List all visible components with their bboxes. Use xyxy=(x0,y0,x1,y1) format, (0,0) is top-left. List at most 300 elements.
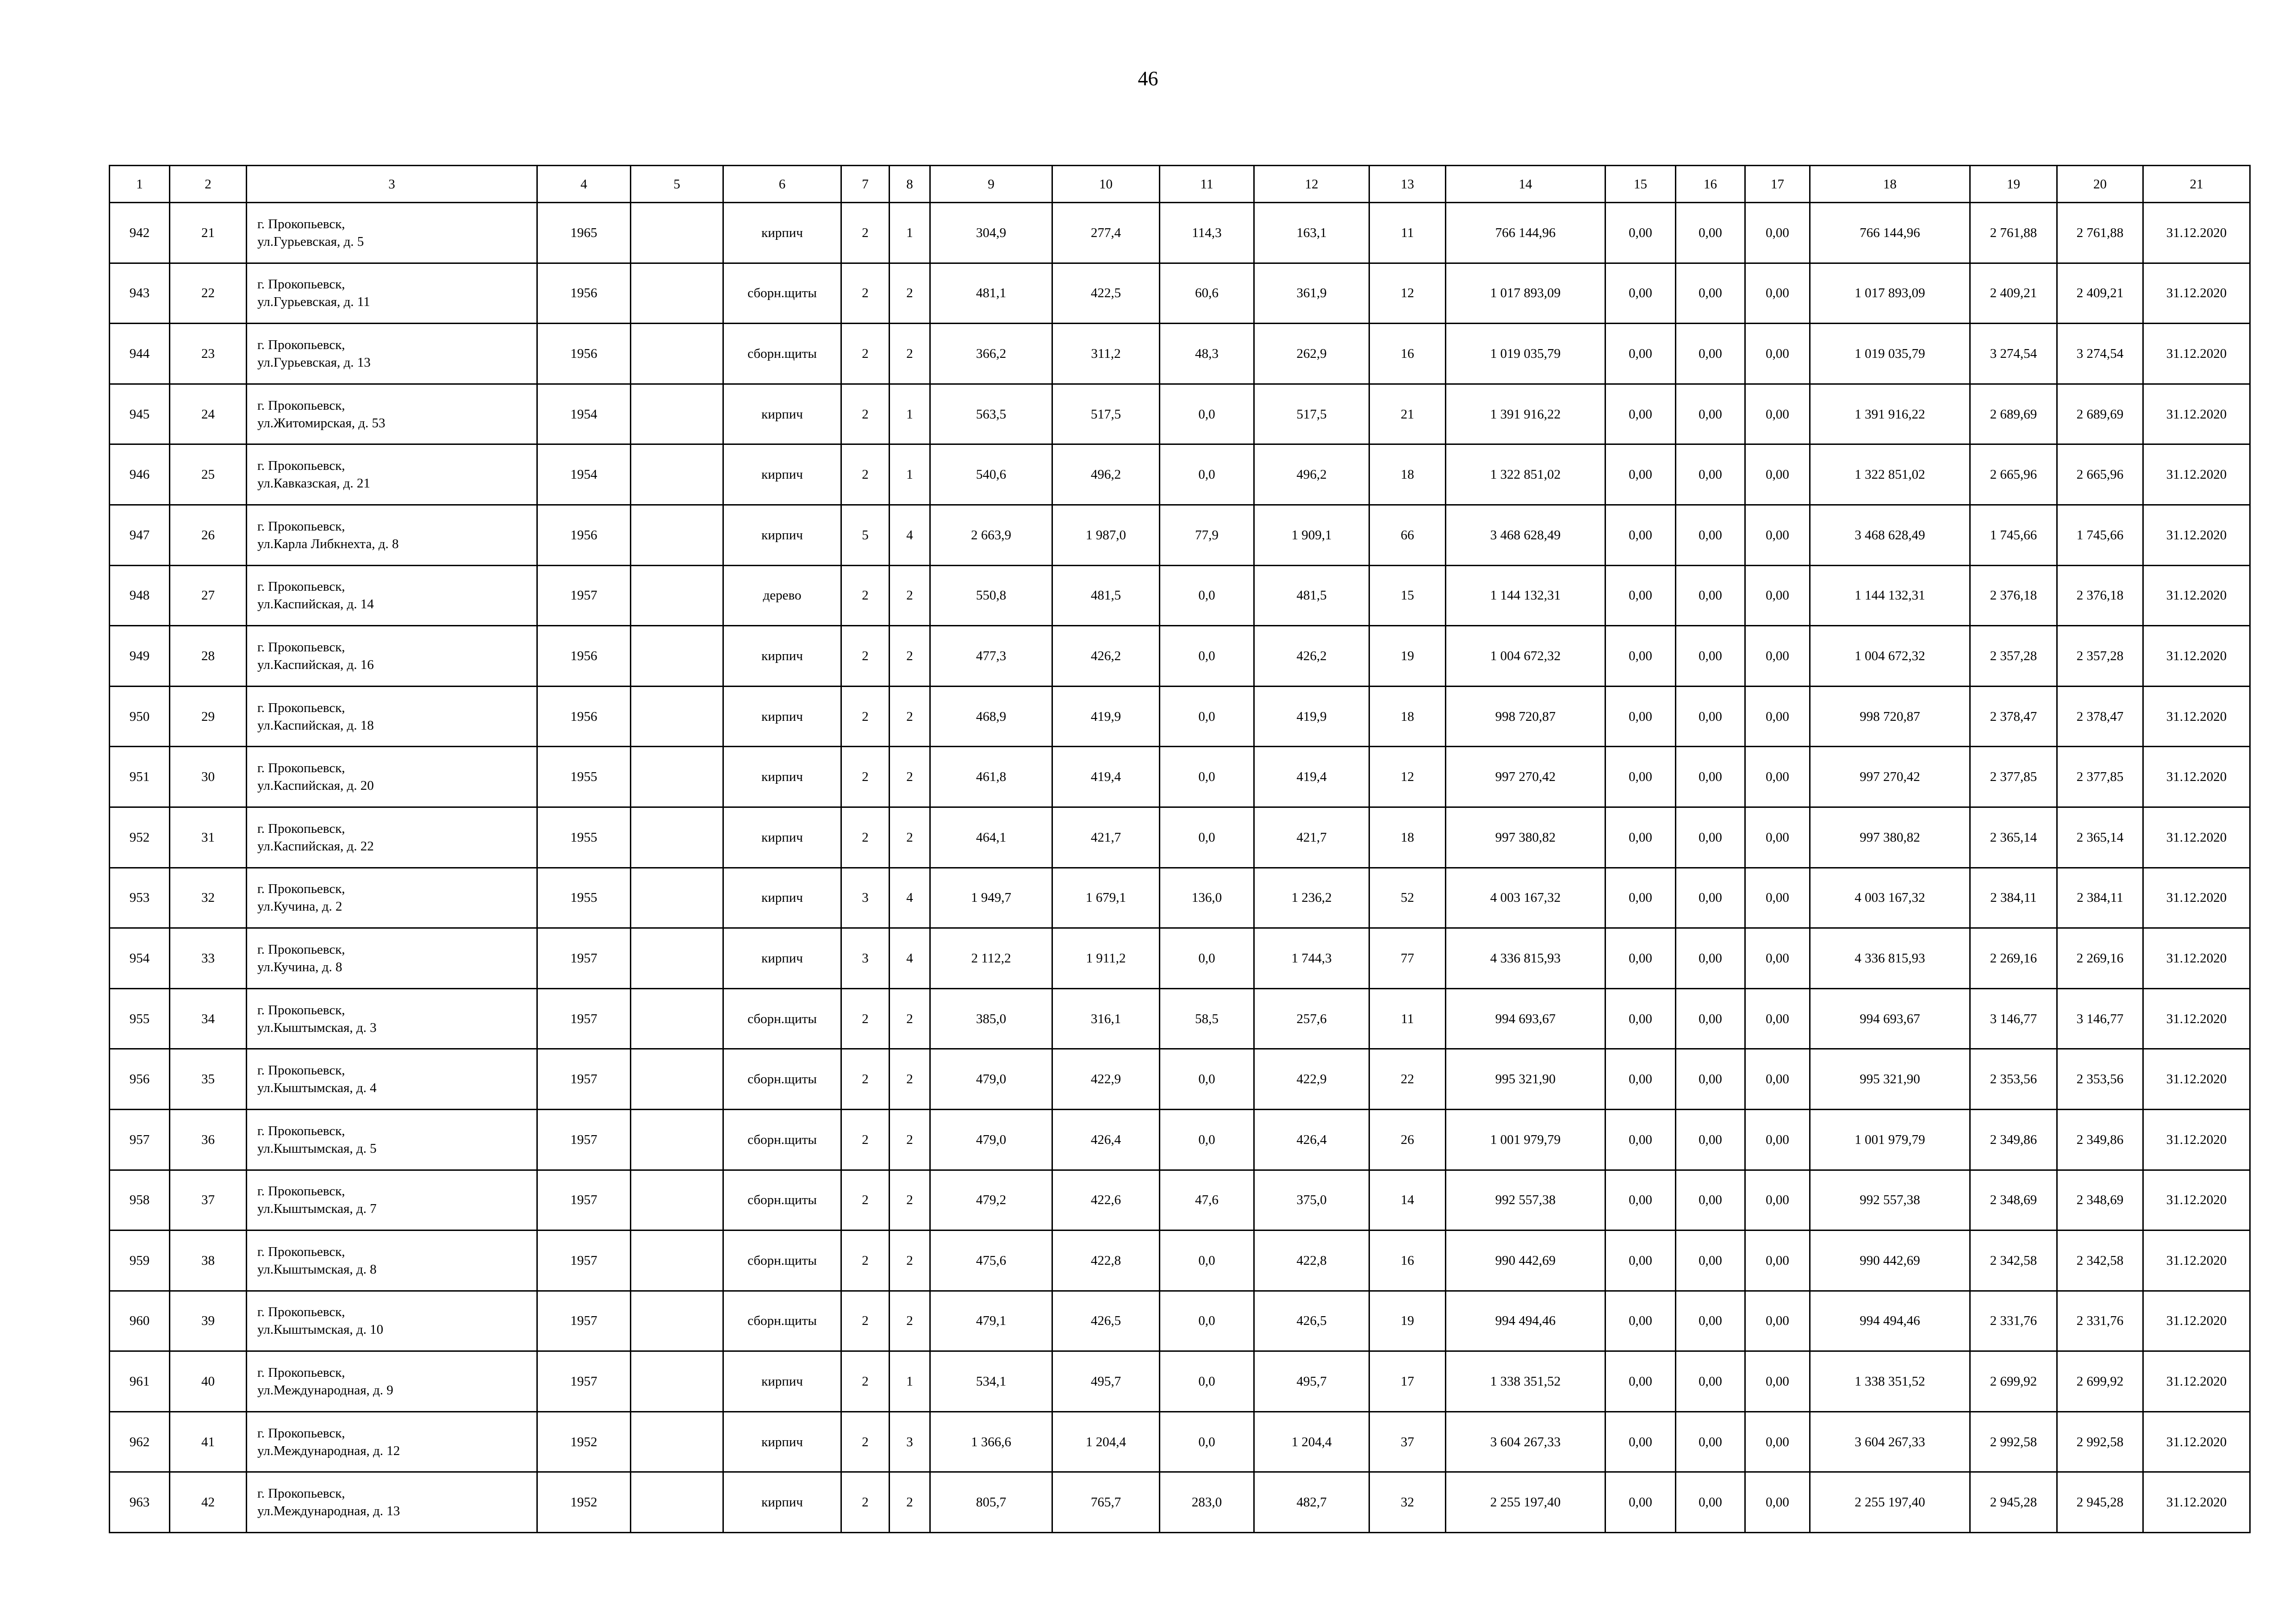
page-number: 46 xyxy=(1138,67,1158,90)
cell-col-17: 0,00 xyxy=(1745,1291,1810,1351)
address-cell xyxy=(247,807,537,868)
cell-col-1: 942 xyxy=(110,203,170,263)
cell-col-1: 953 xyxy=(110,868,170,928)
cell-col-15: 0,00 xyxy=(1605,324,1676,384)
cell-col-15: 0,00 xyxy=(1605,928,1676,989)
cell-col-21: 31.12.2020 xyxy=(2143,1230,2250,1291)
cell-col-5 xyxy=(631,1170,723,1230)
cell-col-19: 2 699,92 xyxy=(1970,1351,2057,1412)
cell-col-15: 0,00 xyxy=(1605,988,1676,1049)
cell-col-17: 0,00 xyxy=(1745,686,1810,747)
cell-col-14: 994 494,46 xyxy=(1446,1291,1605,1351)
cell-col-6: дерево xyxy=(723,565,841,626)
cell-col-11: 0,0 xyxy=(1160,1351,1254,1412)
cell-col-16: 0,00 xyxy=(1676,565,1745,626)
cell-col-13: 11 xyxy=(1369,988,1446,1049)
cell-col-6: сборн.щиты xyxy=(723,1109,841,1170)
table-row xyxy=(110,1412,2250,1472)
cell-col-12: 1 236,2 xyxy=(1254,868,1369,928)
cell-col-12: 496,2 xyxy=(1254,444,1369,505)
cell-col-5 xyxy=(631,565,723,626)
cell-col-17: 0,00 xyxy=(1745,1170,1810,1230)
cell-col-10: 765,7 xyxy=(1052,1472,1160,1533)
cell-col-9: 461,8 xyxy=(930,747,1052,807)
column-number-row xyxy=(110,166,2250,203)
address-city: г. Прокопьевск, xyxy=(257,458,345,474)
cell-col-19: 2 689,69 xyxy=(1970,384,2057,444)
cell-col-1: 950 xyxy=(110,686,170,747)
cell-col-2: 39 xyxy=(170,1291,247,1351)
cell-col-4: 1956 xyxy=(537,263,631,324)
cell-col-1: 958 xyxy=(110,1170,170,1230)
cell-col-18: 2 255 197,40 xyxy=(1810,1472,1970,1533)
cell-col-16: 0,00 xyxy=(1676,1230,1745,1291)
cell-col-2: 24 xyxy=(170,384,247,444)
cell-col-19: 2 349,86 xyxy=(1970,1109,2057,1170)
address-street: ул.Гурьевская, д. 13 xyxy=(257,355,371,370)
address-city: г. Прокопьевск, xyxy=(257,1063,345,1078)
cell-col-18: 3 604 267,33 xyxy=(1810,1412,1970,1472)
table-row xyxy=(110,928,2250,989)
cell-col-11: 58,5 xyxy=(1160,988,1254,1049)
cell-col-5 xyxy=(631,263,723,324)
cell-col-12: 1 204,4 xyxy=(1254,1412,1369,1472)
cell-col-10: 422,8 xyxy=(1052,1230,1160,1291)
address-street: ул.Каспийская, д. 22 xyxy=(257,838,374,854)
cell-col-9: 2 663,9 xyxy=(930,505,1052,565)
table-body xyxy=(110,203,2250,1533)
cell-col-2: 36 xyxy=(170,1109,247,1170)
cell-col-12: 257,6 xyxy=(1254,988,1369,1049)
cell-col-21: 31.12.2020 xyxy=(2143,1170,2250,1230)
cell-col-16: 0,00 xyxy=(1676,1049,1745,1110)
address-cell xyxy=(247,1109,537,1170)
address-street: ул.Каспийская, д. 20 xyxy=(257,778,374,793)
cell-col-14: 1 144 132,31 xyxy=(1446,565,1605,626)
cell-col-5 xyxy=(631,747,723,807)
cell-col-13: 17 xyxy=(1369,1351,1446,1412)
cell-col-4: 1954 xyxy=(537,444,631,505)
cell-col-12: 422,9 xyxy=(1254,1049,1369,1110)
cell-col-15: 0,00 xyxy=(1605,1109,1676,1170)
cell-col-17: 0,00 xyxy=(1745,807,1810,868)
cell-col-12: 517,5 xyxy=(1254,384,1369,444)
cell-col-7: 2 xyxy=(841,1049,890,1110)
table-row xyxy=(110,384,2250,444)
cell-col-4: 1957 xyxy=(537,1049,631,1110)
cell-col-7: 3 xyxy=(841,868,890,928)
cell-col-1: 952 xyxy=(110,807,170,868)
cell-col-18: 1 144 132,31 xyxy=(1810,565,1970,626)
cell-col-7: 2 xyxy=(841,1170,890,1230)
cell-col-18: 1 017 893,09 xyxy=(1810,263,1970,324)
cell-col-11: 283,0 xyxy=(1160,1472,1254,1533)
table-row xyxy=(110,1109,2250,1170)
cell-col-17: 0,00 xyxy=(1745,263,1810,324)
cell-col-5 xyxy=(631,1049,723,1110)
cell-col-19: 3 146,77 xyxy=(1970,988,2057,1049)
cell-col-16: 0,00 xyxy=(1676,1170,1745,1230)
address-cell xyxy=(247,565,537,626)
cell-col-1: 957 xyxy=(110,1109,170,1170)
cell-col-14: 997 270,42 xyxy=(1446,747,1605,807)
cell-col-18: 997 270,42 xyxy=(1810,747,1970,807)
address-cell xyxy=(247,928,537,989)
cell-col-5 xyxy=(631,868,723,928)
table-row xyxy=(110,263,2250,324)
cell-col-4: 1956 xyxy=(537,626,631,687)
cell-col-4: 1956 xyxy=(537,505,631,565)
cell-col-21: 31.12.2020 xyxy=(2143,324,2250,384)
cell-col-5 xyxy=(631,384,723,444)
column-number-header: 17 xyxy=(1745,166,1810,203)
table-row xyxy=(110,626,2250,687)
table-row xyxy=(110,203,2250,263)
cell-col-20: 2 269,16 xyxy=(2057,928,2143,989)
cell-col-14: 1 391 916,22 xyxy=(1446,384,1605,444)
cell-col-2: 27 xyxy=(170,565,247,626)
cell-col-8: 2 xyxy=(890,1170,930,1230)
address-cell xyxy=(247,626,537,687)
cell-col-19: 2 378,47 xyxy=(1970,686,2057,747)
cell-col-2: 21 xyxy=(170,203,247,263)
table-row xyxy=(110,324,2250,384)
cell-col-11: 0,0 xyxy=(1160,384,1254,444)
cell-col-7: 2 xyxy=(841,384,890,444)
cell-col-20: 2 665,96 xyxy=(2057,444,2143,505)
cell-col-10: 422,6 xyxy=(1052,1170,1160,1230)
cell-col-19: 2 665,96 xyxy=(1970,444,2057,505)
cell-col-15: 0,00 xyxy=(1605,203,1676,263)
column-number-header: 7 xyxy=(841,166,890,203)
cell-col-4: 1955 xyxy=(537,807,631,868)
table-row xyxy=(110,565,2250,626)
cell-col-7: 2 xyxy=(841,1230,890,1291)
cell-col-1: 946 xyxy=(110,444,170,505)
cell-col-6: сборн.щиты xyxy=(723,1049,841,1110)
cell-col-2: 26 xyxy=(170,505,247,565)
address-street: ул.Кыштымская, д. 4 xyxy=(257,1081,377,1096)
cell-col-11: 47,6 xyxy=(1160,1170,1254,1230)
cell-col-2: 40 xyxy=(170,1351,247,1412)
cell-col-10: 426,5 xyxy=(1052,1291,1160,1351)
cell-col-21: 31.12.2020 xyxy=(2143,1351,2250,1412)
cell-col-13: 15 xyxy=(1369,565,1446,626)
cell-col-5 xyxy=(631,1230,723,1291)
cell-col-10: 277,4 xyxy=(1052,203,1160,263)
address-city: г. Прокопьевск, xyxy=(257,1365,345,1380)
cell-col-18: 995 321,90 xyxy=(1810,1049,1970,1110)
cell-col-7: 2 xyxy=(841,444,890,505)
cell-col-7: 2 xyxy=(841,324,890,384)
cell-col-2: 28 xyxy=(170,626,247,687)
cell-col-19: 2 761,88 xyxy=(1970,203,2057,263)
cell-col-15: 0,00 xyxy=(1605,1412,1676,1472)
column-number-header: 21 xyxy=(2143,166,2250,203)
cell-col-21: 31.12.2020 xyxy=(2143,1472,2250,1533)
cell-col-21: 31.12.2020 xyxy=(2143,1049,2250,1110)
cell-col-18: 994 693,67 xyxy=(1810,988,1970,1049)
cell-col-13: 12 xyxy=(1369,263,1446,324)
cell-col-13: 77 xyxy=(1369,928,1446,989)
address-street: ул.Каспийская, д. 16 xyxy=(257,657,374,672)
cell-col-13: 11 xyxy=(1369,203,1446,263)
cell-col-19: 2 384,11 xyxy=(1970,868,2057,928)
cell-col-20: 2 689,69 xyxy=(2057,384,2143,444)
address-cell xyxy=(247,384,537,444)
cell-col-1: 963 xyxy=(110,1472,170,1533)
cell-col-12: 426,5 xyxy=(1254,1291,1369,1351)
cell-col-17: 0,00 xyxy=(1745,988,1810,1049)
cell-col-19: 2 357,28 xyxy=(1970,626,2057,687)
cell-col-11: 0,0 xyxy=(1160,626,1254,687)
cell-col-15: 0,00 xyxy=(1605,626,1676,687)
cell-col-2: 37 xyxy=(170,1170,247,1230)
cell-col-8: 1 xyxy=(890,384,930,444)
cell-col-11: 136,0 xyxy=(1160,868,1254,928)
cell-col-21: 31.12.2020 xyxy=(2143,1412,2250,1472)
cell-col-9: 468,9 xyxy=(930,686,1052,747)
cell-col-1: 951 xyxy=(110,747,170,807)
cell-col-19: 1 745,66 xyxy=(1970,505,2057,565)
cell-col-5 xyxy=(631,1109,723,1170)
address-city: г. Прокопьевск, xyxy=(257,1002,345,1018)
cell-col-18: 997 380,82 xyxy=(1810,807,1970,868)
cell-col-18: 1 391 916,22 xyxy=(1810,384,1970,444)
cell-col-20: 2 331,76 xyxy=(2057,1291,2143,1351)
cell-col-9: 481,1 xyxy=(930,263,1052,324)
cell-col-5 xyxy=(631,928,723,989)
cell-col-17: 0,00 xyxy=(1745,203,1810,263)
column-number-header: 15 xyxy=(1605,166,1676,203)
cell-col-8: 2 xyxy=(890,988,930,1049)
cell-col-7: 3 xyxy=(841,928,890,989)
cell-col-7: 2 xyxy=(841,807,890,868)
cell-col-17: 0,00 xyxy=(1745,1351,1810,1412)
cell-col-2: 31 xyxy=(170,807,247,868)
cell-col-14: 766 144,96 xyxy=(1446,203,1605,263)
cell-col-19: 2 342,58 xyxy=(1970,1230,2057,1291)
cell-col-5 xyxy=(631,988,723,1049)
cell-col-8: 2 xyxy=(890,263,930,324)
cell-col-13: 21 xyxy=(1369,384,1446,444)
cell-col-17: 0,00 xyxy=(1745,626,1810,687)
cell-col-2: 33 xyxy=(170,928,247,989)
table-row xyxy=(110,988,2250,1049)
cell-col-15: 0,00 xyxy=(1605,868,1676,928)
cell-col-18: 1 004 672,32 xyxy=(1810,626,1970,687)
cell-col-13: 19 xyxy=(1369,626,1446,687)
table-row xyxy=(110,1472,2250,1533)
cell-col-8: 1 xyxy=(890,444,930,505)
cell-col-6: сборн.щиты xyxy=(723,324,841,384)
cell-col-19: 2 945,28 xyxy=(1970,1472,2057,1533)
address-city: г. Прокопьевск, xyxy=(257,639,345,655)
cell-col-2: 41 xyxy=(170,1412,247,1472)
cell-col-13: 37 xyxy=(1369,1412,1446,1472)
cell-col-5 xyxy=(631,324,723,384)
cell-col-4: 1957 xyxy=(537,1109,631,1170)
cell-col-21: 31.12.2020 xyxy=(2143,807,2250,868)
cell-col-11: 60,6 xyxy=(1160,263,1254,324)
cell-col-14: 997 380,82 xyxy=(1446,807,1605,868)
cell-col-8: 2 xyxy=(890,1230,930,1291)
cell-col-20: 2 992,58 xyxy=(2057,1412,2143,1472)
cell-col-16: 0,00 xyxy=(1676,1291,1745,1351)
cell-col-16: 0,00 xyxy=(1676,868,1745,928)
cell-col-9: 479,2 xyxy=(930,1170,1052,1230)
cell-col-8: 2 xyxy=(890,324,930,384)
cell-col-17: 0,00 xyxy=(1745,1472,1810,1533)
column-number-header: 5 xyxy=(631,166,723,203)
cell-col-6: кирпич xyxy=(723,626,841,687)
cell-col-20: 2 349,86 xyxy=(2057,1109,2143,1170)
cell-col-10: 1 911,2 xyxy=(1052,928,1160,989)
cell-col-20: 2 348,69 xyxy=(2057,1170,2143,1230)
cell-col-7: 2 xyxy=(841,1291,890,1351)
cell-col-1: 956 xyxy=(110,1049,170,1110)
cell-col-13: 16 xyxy=(1369,324,1446,384)
cell-col-19: 2 348,69 xyxy=(1970,1170,2057,1230)
cell-col-14: 1 001 979,79 xyxy=(1446,1109,1605,1170)
address-city: г. Прокопьевск, xyxy=(257,1425,345,1441)
table-row xyxy=(110,505,2250,565)
cell-col-9: 1 949,7 xyxy=(930,868,1052,928)
column-number-header: 18 xyxy=(1810,166,1970,203)
cell-col-2: 23 xyxy=(170,324,247,384)
cell-col-9: 1 366,6 xyxy=(930,1412,1052,1472)
cell-col-8: 4 xyxy=(890,505,930,565)
cell-col-1: 959 xyxy=(110,1230,170,1291)
cell-col-17: 0,00 xyxy=(1745,384,1810,444)
cell-col-14: 4 003 167,32 xyxy=(1446,868,1605,928)
cell-col-20: 2 376,18 xyxy=(2057,565,2143,626)
cell-col-7: 2 xyxy=(841,626,890,687)
address-city: г. Прокопьевск, xyxy=(257,700,345,715)
address-cell xyxy=(247,868,537,928)
address-city: г. Прокопьевск, xyxy=(257,821,345,836)
cell-col-21: 31.12.2020 xyxy=(2143,928,2250,989)
cell-col-17: 0,00 xyxy=(1745,444,1810,505)
cell-col-13: 12 xyxy=(1369,747,1446,807)
address-street: ул.Каспийская, д. 14 xyxy=(257,597,374,612)
address-street: ул.Кыштымская, д. 8 xyxy=(257,1262,377,1277)
cell-col-15: 0,00 xyxy=(1605,505,1676,565)
cell-col-10: 1 204,4 xyxy=(1052,1412,1160,1472)
address-city: г. Прокопьевск, xyxy=(257,761,345,776)
cell-col-7: 2 xyxy=(841,565,890,626)
cell-col-15: 0,00 xyxy=(1605,1230,1676,1291)
cell-col-20: 2 409,21 xyxy=(2057,263,2143,324)
column-number-header: 4 xyxy=(537,166,631,203)
cell-col-14: 1 004 672,32 xyxy=(1446,626,1605,687)
address-cell xyxy=(247,1472,537,1533)
column-number-header: 3 xyxy=(247,166,537,203)
column-number-header: 1 xyxy=(110,166,170,203)
address-cell xyxy=(247,324,537,384)
cell-col-5 xyxy=(631,626,723,687)
housing-register-table xyxy=(109,165,2251,1533)
cell-col-10: 422,5 xyxy=(1052,263,1160,324)
cell-col-12: 163,1 xyxy=(1254,203,1369,263)
cell-col-11: 0,0 xyxy=(1160,1412,1254,1472)
cell-col-8: 1 xyxy=(890,1351,930,1412)
cell-col-4: 1965 xyxy=(537,203,631,263)
cell-col-16: 0,00 xyxy=(1676,505,1745,565)
cell-col-9: 805,7 xyxy=(930,1472,1052,1533)
address-cell xyxy=(247,263,537,324)
cell-col-20: 3 274,54 xyxy=(2057,324,2143,384)
cell-col-12: 375,0 xyxy=(1254,1170,1369,1230)
cell-col-9: 464,1 xyxy=(930,807,1052,868)
cell-col-13: 18 xyxy=(1369,686,1446,747)
cell-col-19: 2 992,58 xyxy=(1970,1412,2057,1472)
cell-col-21: 31.12.2020 xyxy=(2143,263,2250,324)
cell-col-5 xyxy=(631,505,723,565)
cell-col-2: 34 xyxy=(170,988,247,1049)
cell-col-7: 2 xyxy=(841,1472,890,1533)
cell-col-16: 0,00 xyxy=(1676,444,1745,505)
table-row xyxy=(110,747,2250,807)
cell-col-21: 31.12.2020 xyxy=(2143,1109,2250,1170)
cell-col-6: кирпич xyxy=(723,868,841,928)
cell-col-21: 31.12.2020 xyxy=(2143,686,2250,747)
cell-col-14: 998 720,87 xyxy=(1446,686,1605,747)
table-row xyxy=(110,868,2250,928)
cell-col-19: 3 274,54 xyxy=(1970,324,2057,384)
cell-col-14: 1 019 035,79 xyxy=(1446,324,1605,384)
column-number-header: 6 xyxy=(723,166,841,203)
cell-col-16: 0,00 xyxy=(1676,263,1745,324)
cell-col-16: 0,00 xyxy=(1676,1472,1745,1533)
cell-col-4: 1957 xyxy=(537,565,631,626)
cell-col-20: 2 945,28 xyxy=(2057,1472,2143,1533)
cell-col-21: 31.12.2020 xyxy=(2143,988,2250,1049)
cell-col-9: 475,6 xyxy=(930,1230,1052,1291)
cell-col-5 xyxy=(631,1291,723,1351)
cell-col-6: кирпич xyxy=(723,444,841,505)
cell-col-12: 419,4 xyxy=(1254,747,1369,807)
cell-col-1: 945 xyxy=(110,384,170,444)
cell-col-11: 0,0 xyxy=(1160,444,1254,505)
cell-col-21: 31.12.2020 xyxy=(2143,626,2250,687)
cell-col-17: 0,00 xyxy=(1745,1049,1810,1110)
cell-col-21: 31.12.2020 xyxy=(2143,444,2250,505)
cell-col-18: 4 336 815,93 xyxy=(1810,928,1970,989)
table-row xyxy=(110,1230,2250,1291)
cell-col-11: 0,0 xyxy=(1160,747,1254,807)
cell-col-9: 479,1 xyxy=(930,1291,1052,1351)
cell-col-16: 0,00 xyxy=(1676,686,1745,747)
cell-col-8: 1 xyxy=(890,203,930,263)
cell-col-1: 954 xyxy=(110,928,170,989)
cell-col-1: 955 xyxy=(110,988,170,1049)
cell-col-12: 482,7 xyxy=(1254,1472,1369,1533)
cell-col-5 xyxy=(631,1472,723,1533)
cell-col-14: 3 468 628,49 xyxy=(1446,505,1605,565)
cell-col-10: 419,4 xyxy=(1052,747,1160,807)
address-city: г. Прокопьевск, xyxy=(257,579,345,594)
address-cell xyxy=(247,1291,537,1351)
cell-col-20: 2 342,58 xyxy=(2057,1230,2143,1291)
cell-col-13: 52 xyxy=(1369,868,1446,928)
cell-col-6: кирпич xyxy=(723,1472,841,1533)
cell-col-18: 990 442,69 xyxy=(1810,1230,1970,1291)
cell-col-13: 16 xyxy=(1369,1230,1446,1291)
table-row xyxy=(110,686,2250,747)
cell-col-6: сборн.щиты xyxy=(723,1170,841,1230)
cell-col-4: 1956 xyxy=(537,324,631,384)
